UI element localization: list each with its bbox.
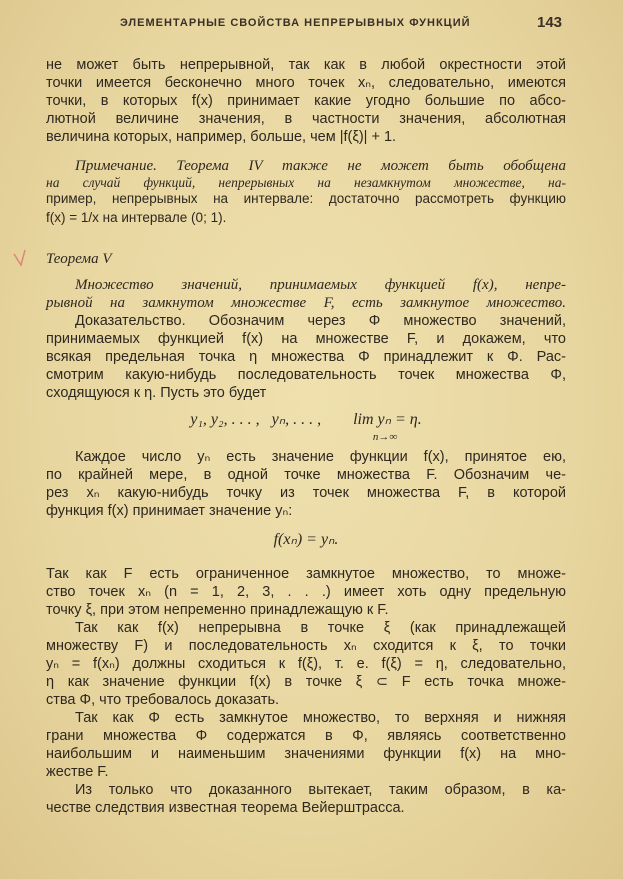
text-line: множеству F) и последовательность xₙ сходится к ξ, то точки [46,638,566,654]
text-line: точки, в которых f(x) принимает какие угодно большие по абсо- [46,93,566,109]
text-line: точку ξ, при этом непременно принадлежащую к F. [46,602,389,618]
text-line: не может быть непрерывной, так как в любой окрестности этой [46,57,566,73]
running-header: ЭЛЕМЕНТАРНЫЕ СВОЙСТВА НЕПРЕРЫВНЫХ ФУНКЦИЙ [120,17,471,29]
proof-line: Доказательство. Обозначим через Φ множество значений, [75,313,566,329]
pencil-check-mark-icon [12,248,32,268]
text-line: жестве F. [46,764,109,780]
text-line: величина которых, например, больше, чем |f(ξ)| + 1. [46,129,397,145]
proof-line: сходящуюся к η. Пусть это будет [46,385,267,401]
text-line: ство точек xₙ (n = 1, 2, 3, . . .) имеет хоть одну предельную [46,584,566,600]
text-line: по крайней мере, в одной точке множества F. Обозначим че- [46,467,566,483]
text-line: точки имеется бесконечно много точек xₙ, следовательно, имеются [46,75,566,91]
text-line: yₙ = f(xₙ) должны сходиться к f(ξ), т. е. f(ξ) = η, следовательно, [46,656,566,672]
text-line: лютной величине значения, в частности значения, абсолютная [46,111,566,127]
proof-line: смотрим какую-нибудь последовательность точек множества Φ, [46,367,566,383]
remark-line: пример, непрерывных на интервале: достаточно рассмотреть функцию [46,191,566,206]
text-line: Так как Φ есть замкнутое множество, то верхняя и нижняя [75,710,566,726]
text-line: наибольшим и наименьшим значениями функции f(x) на мно- [46,746,566,762]
theorem-line: Множество значений, принимаемых функцией f(x), непре- [75,277,566,293]
text-line: рез xₙ какую-нибудь точку из точек множества F, в которой [46,485,566,501]
formula-limit: y₁, y₂, . . . , yₙ, . . . , lim yₙ = η. [190,411,422,428]
theorem-line: рывной на замкнутом множестве F, есть замкнутое множество. [46,295,566,311]
remark-line: на случай функций, непрерывных на незамкнутом множестве, на- [46,175,566,190]
text-line: грани множества Φ содержатся в Φ, являясь соответственно [46,728,566,744]
proof-line: всякая предельная точка η множества Φ принадлежит к Φ. Рас- [46,349,566,365]
text-line: Так как F есть ограниченное замкнутое множество, то множе- [46,566,566,582]
text-line: Каждое число yₙ есть значение функции f(x), принятое ею, [75,449,566,465]
page-number: 143 [537,14,563,31]
text-line: честве следствия известная теорема Вейерштрасса. [46,800,405,816]
formula-equation: f(xₙ) = yₙ. [273,531,339,548]
proof-line: принимаемых функцией f(x) на множестве F, и докажем, что [46,331,566,347]
remark-line: Примечание. Теорема IV также не может быть обобщена [75,158,566,174]
text-line: Так как f(x) непрерывна в точке ξ (как принадлежащей [75,620,566,636]
theorem-title: Теорема V [46,251,112,267]
text-line: функция f(x) принимает значение yₙ: [46,503,293,519]
text-line: Из только что доказанного вытекает, таким образом, в ка- [75,782,566,798]
formula-limit-subscript: n→∞ [372,431,398,443]
text-line: η как значение функции f(x) в точке ξ ⊂ F есть точка множе- [46,674,566,690]
remark-line: f(x) = 1/x на интервале (0; 1). [46,210,227,225]
text-line: ства Φ, что требовалось доказать. [46,692,280,708]
